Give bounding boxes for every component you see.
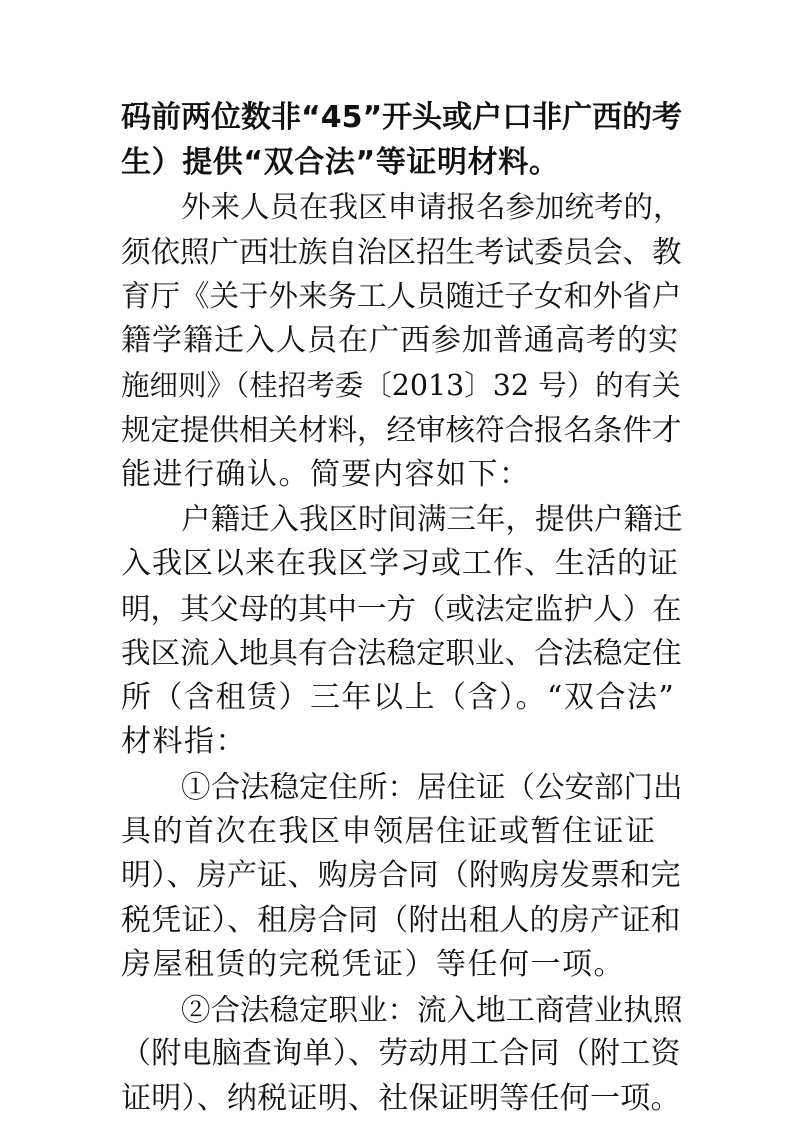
text-line: 入我区以来在我区学习或工作、生活的证	[121, 545, 679, 581]
text-line: 须依照广西壮族自治区招生考试委员会、教	[121, 234, 682, 269]
text-line: 籍学籍迁入人员在广西参加普通高考的实	[121, 322, 679, 358]
text-line: 育厅《关于外来务工人员随迁子女和外省户	[121, 279, 682, 314]
document-body	[121, 96, 683, 1122]
text-line: 施细则》（桂招考委〔2013〕32 号）的有关	[121, 368, 681, 402]
text-line: 证明）、纳税证明、社保证明等任何一项。	[121, 1081, 681, 1117]
text-line: 规定提供相关材料，经审核符合报名条件才	[121, 413, 682, 448]
bold-text-line: 生）提供“双合法”等证明材料。	[121, 144, 560, 180]
text-line: 房屋租赁的完税凭证）等任何一项。	[121, 947, 625, 983]
text-line: 税凭证）、租房合同（附出租人的房产证和	[121, 902, 681, 938]
bold-text-line: 码前两位数非“45”开头或户口非广西的考	[121, 100, 683, 135]
text-line: 所（含租赁）三年以上（含）。“双合法”	[121, 679, 676, 715]
text-line: 外来人员在我区申请报名参加统考的，	[181, 190, 683, 225]
text-line: （附电脑查询单）、劳动用工合同（附工资	[121, 1036, 681, 1072]
text-line: ②合法稳定职业：流入地工商营业执照	[181, 992, 683, 1027]
text-line: ①合法稳定住所：居住证（公安部门出	[181, 769, 683, 804]
text-line: 材料指：	[121, 724, 247, 760]
text-line: 我区流入地具有合法稳定职业、合法稳定住	[121, 636, 682, 671]
text-line: 户籍迁入我区时间满三年，提供户籍迁	[181, 502, 683, 537]
text-line: 明）、房产证、购房合同（附购房发票和完	[121, 858, 681, 894]
text-line: 明，其父母的其中一方（或法定监护人）在	[121, 591, 682, 626]
text-line: 具的首次在我区申领居住证或暂住证证	[121, 813, 657, 849]
text-line: 能进行确认。简要内容如下：	[121, 456, 531, 492]
